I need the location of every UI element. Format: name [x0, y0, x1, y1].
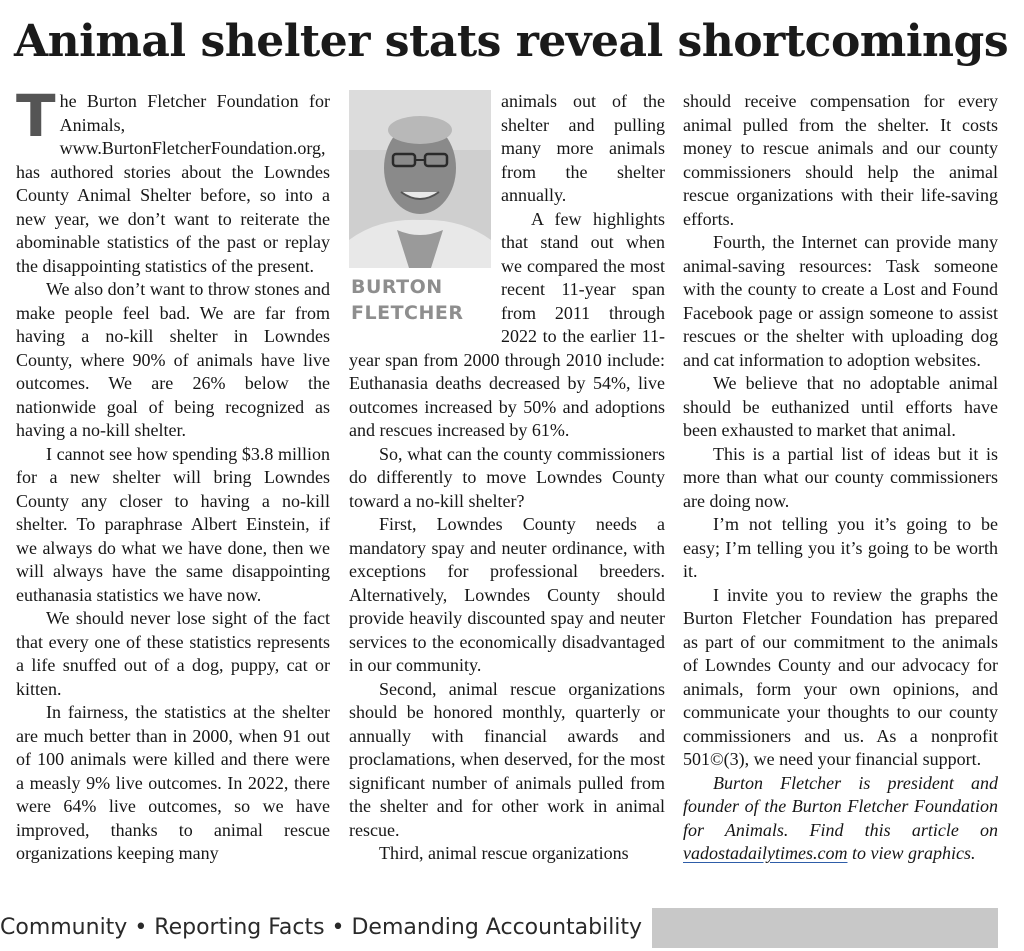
- author-photo-block: [349, 90, 491, 330]
- headline: Animal shelter stats reveal shortcomings: [14, 16, 1009, 67]
- author-portrait-icon: [349, 90, 491, 268]
- paragraph: he Burton Fletcher Foundation for Animals, www.BurtonFletcherFoundation.org, has authored stories about the Lowndes County Animal Shelter before, so into a new year, we don’t want to reiterate the abominable statistics of the past or replay the disappointing statistics of the present.: [16, 91, 330, 276]
- paragraph: We also don’t want to throw stones and make people feel bad. We are far from having a no-kill shelter in Lowndes County, where 90% of animals have live outcomes. We are 26% below the nationwide goal of being recognized as having a no-kill shelter.: [16, 279, 330, 440]
- paragraph: I’m not telling you it’s going to be easy; I’m telling you it’s going to be worth it.: [683, 514, 998, 581]
- byline-last-name: FLETCHER: [351, 302, 464, 324]
- paragraph: This is a partial list of ideas but it is more than what our county commissioners are doing now.: [683, 443, 998, 511]
- paragraph: We believe that no adoptable animal should be euthanized until efforts have been exhausted to market that animal.: [683, 373, 998, 440]
- paragraph: So, what can the county commissioners do differently to move Lowndes County toward a no-kill shelter?: [349, 443, 665, 511]
- article-column-3: [683, 90, 998, 866]
- article-column-1: [16, 82, 330, 866]
- byline-first-name: BURTON: [351, 276, 443, 298]
- author-photo: [349, 90, 491, 268]
- paragraph: I cannot see how spending $3.8 million for a new shelter will bring Lowndes County any closer to having a no-kill shelter. To paraphrase Albert Einstein, if we always do what we have done, then we will always have the same disappointing euthanasia statistics we have now.: [16, 443, 330, 605]
- paragraph: should receive compensation for every animal pulled from the shelter. It costs money to rescue animals and our county commissioners should help the animal rescue organizations with their life-saving efforts.: [683, 91, 998, 229]
- paragraph: In fairness, the statistics at the shelter are much better than in 2000, when 91 out of 100 animals were killed and there were a measly 9% live outcomes. In 2022, there were 64% live outcomes, so we have improved, thanks to animal rescue organizations keeping many: [16, 702, 330, 863]
- paragraph: A few highlights that stand out when we compared the most recent 11-year span from 2011 through 2022 to the earlier 11-year span from 2000 through 2010 include: Euthanasia deaths decreased by 54%, live outcomes increased by 50% and adoptions and rescues increased by 61%.: [349, 208, 665, 440]
- paragraph: animals out of the shelter and pulling many more animals from the shelter annually.: [501, 91, 665, 205]
- byline: [349, 274, 491, 326]
- paragraph: Second, animal rescue organizations should be honored monthly, quarterly or annually with financial awards and proclamations, when deserved, for the most significant number of animals pulled from the shelter and for other work in animal rescue.: [349, 678, 665, 840]
- bio-text: Burton Fletcher is president and founder of the Burton Fletcher Foundation for Animals. Find this article on: [683, 772, 998, 840]
- paragraph: Fourth, the Internet can provide many animal-saving resources: Task someone with the county to create a Lost and Found Facebook page or assign someone to assist rescues or the shelter with uploading dog and cat information to adoption websites.: [683, 232, 998, 370]
- paragraph: I invite you to review the graphs the Burton Fletcher Foundation has prepared as part of our commitment to the animals of Lowndes County and our advocacy for animals, form your own opinions, and communicate your thoughts to our county commissioners and us. As a nonprofit 501©(3), we need your financial support.: [683, 584, 998, 769]
- drop-cap: T: [16, 82, 56, 150]
- bio-text-end: to view graphics.: [847, 843, 976, 863]
- article-column-2: [349, 90, 665, 866]
- footer-tagline: Community • Reporting Facts • Demanding Accountability: [0, 908, 652, 948]
- paragraph: We should never lose sight of the fact that every one of these statistics represents a life snuffed out of a dog, puppy, cat or kitten.: [16, 608, 330, 699]
- paragraph: Third, animal rescue organizations: [379, 843, 629, 863]
- website-link[interactable]: vadostadailytimes.com: [683, 843, 848, 863]
- author-bio: [683, 772, 998, 866]
- paragraph: First, Lowndes County needs a mandatory spay and neuter ordinance, with exceptions for professional breeders. Alternatively, Lowndes County should provide heavily discounted spay and neuter services to the economically disadvantaged in our community.: [349, 514, 665, 675]
